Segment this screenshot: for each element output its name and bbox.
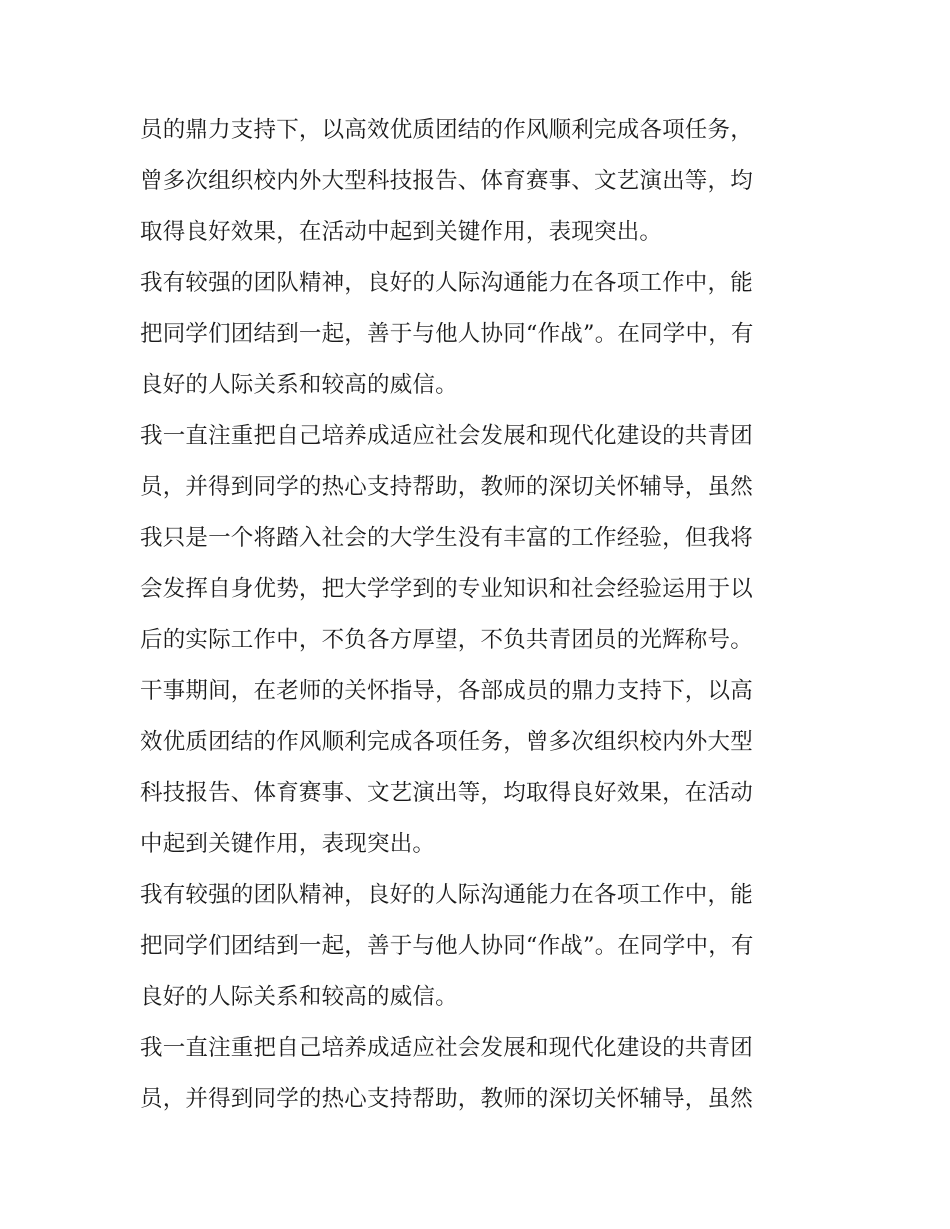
text-line: 我一直注重把自己培养成适应社会发展和现代化建设的共青团 [140,423,753,449]
text-line: 我有较强的团队精神，良好的人际沟通能力在各项工作中，能 [140,270,753,296]
text-line: 取得良好效果，在活动中起到关键作用，表现突出。 [140,219,663,245]
text-line: 我一直注重把自己培养成适应社会发展和现代化建设的共青团 [140,1035,753,1061]
text-line: 员，并得到同学的热心支持帮助，教师的深切关怀辅导，虽然 [140,1086,753,1112]
text-line: 员的鼎力支持下，以高效优质团结的作风顺利完成各项任务， [140,117,753,143]
text-line: 员，并得到同学的热心支持帮助，教师的深切关怀辅导，虽然 [140,474,753,500]
text-line: 把同学们团结到一起，善于与他人协同“作战”。在同学中，有 [140,933,754,959]
body-text [140,105,820,1125]
text-line: 我只是一个将踏入社会的大学生没有丰富的工作经验，但我将 [140,525,753,551]
text-line: 后的实际工作中，不负各方厚望，不负共青团员的光辉称号。 [140,627,753,653]
text-line: 效优质团结的作风顺利完成各项任务，曾多次组织校内外大型 [140,729,753,755]
text-line: 把同学们团结到一起，善于与他人协同“作战”。在同学中，有 [140,321,754,347]
text-line: 会发挥自身优势，把大学学到的专业知识和社会经验运用于以 [140,576,753,602]
text-line: 良好的人际关系和较高的威信。 [140,984,458,1010]
text-line: 科技报告、体育赛事、文艺演出等，均取得良好效果，在活动 [140,780,753,806]
text-line: 中起到关键作用，表现突出。 [140,831,436,857]
text-line: 干事期间，在老师的关怀指导，各部成员的鼎力支持下，以高 [140,678,753,704]
text-line: 曾多次组织校内外大型科技报告、体育赛事、文艺演出等，均 [140,168,753,194]
text-line: 我有较强的团队精神，良好的人际沟通能力在各项工作中，能 [140,882,753,908]
text-line: 良好的人际关系和较高的威信。 [140,372,458,398]
